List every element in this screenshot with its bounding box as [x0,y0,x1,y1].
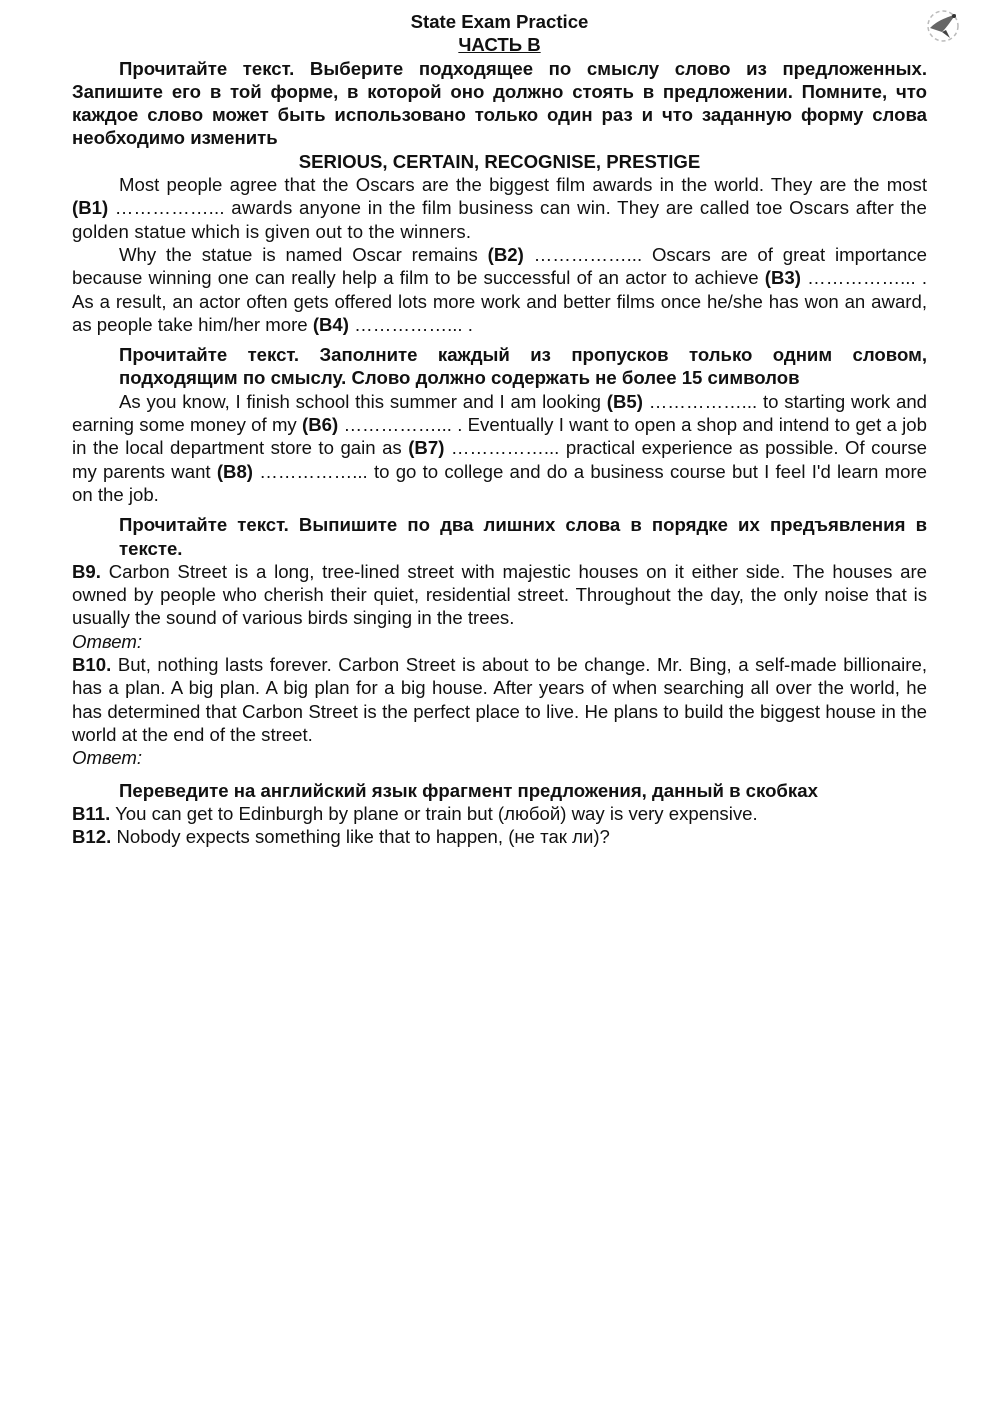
gap-label-b3: (B3) [764,267,801,289]
gap-label-b6: (B6) [302,414,339,436]
text: Nobody expects something like that to happen, (не так ли)? [111,826,610,848]
text: ……………... Oscars are of great importance because winning one can really help a film to be successful of an actor to achieve [72,243,927,289]
gap-label-b8: (B8) [216,460,253,482]
b12-item [72,825,927,848]
task1-paragraph-1 [72,173,927,243]
text: ……………... . [348,313,473,335]
gap-label-b1: (B1) [72,197,109,219]
text: You can get to Edinburgh by plane or train but (любой) way is very expensive. [110,802,758,824]
answer-label: Ответ: [72,630,143,652]
text: ……………... to starting work and earning some money of my [72,390,928,436]
text: Carbon Street is a long, tree-lined street with majestic houses on it either side. The houses are owned by people who cherish their quiet, residential street. Throughout the day, the only noise that is usually the sound of various birds singing in the trees. [72,560,927,629]
task2-paragraph [72,390,927,506]
item-label-b10: B10. [72,654,112,676]
item-label-b9: B9. [72,560,101,582]
b11-item [72,802,927,825]
worksheet [72,10,927,848]
gap-label-b4: (B4) [312,313,349,335]
text: As you know, I finish school this summer and I am looking [119,390,607,412]
word-bank: SERIOUS, CERTAIN, RECOGNISE, PRESTIGE [298,150,701,172]
item-label-b12: B12. [72,826,112,848]
text: Why the statue is named Oscar remains [119,243,488,265]
gap-label-b7: (B7) [408,437,445,459]
text: Most people agree that the Oscars are the biggest film awards in the world. They are the most [119,174,927,196]
part-heading: ЧАСТЬ В [458,34,541,56]
task1-paragraph-2 [72,243,927,336]
text: ……………... practical experience as possible. Of course my parents want [72,437,927,482]
task4-instruction: Переведите на английский язык фрагмент предложения, данный в скобках [119,779,818,801]
gap-label-b2: (B2) [487,243,524,265]
task3-instruction: Прочитайте текст. Выпишите по два лишних слова в порядке их предъявления в тексте. [119,514,927,559]
text: ……………... to go to college and do a business course but I feel I'd learn more on the job. [72,460,927,505]
text: ……………... awards anyone in the film business can win. They are called toe Oscars after the golden statue which is given out to the winners. [72,197,927,242]
gap-label-b5: (B5) [606,390,643,412]
task2-instruction: Прочитайте текст. Заполните каждый из пропусков только одним словом, подходящим по смыслу. Слово должно содержать не более 15 символов [119,344,927,389]
text: But, nothing lasts forever. Carbon Street is about to be change. Mr. Bing, a self-made billionaire, has a plan. A big plan. A big plan for a big house. After years of when searching all over the world, he has determined that Carbon Street is the perfect place to live. He plans to build the biggest house in the world at the end of the street. [72,654,927,745]
text: ……………... . As a result, an actor often gets offered lots more work and better films once he/she has won an award, as people take him/her more [72,267,928,335]
b9-item [72,560,927,630]
task1-instruction: Прочитайте текст. Выберите подходящее по смыслу слово из предложенных. Запишите его в той форме, в которой оно должно стоять в предложении. Помните, что каждое слово может быть использовано только один раз и что заданную форму слова необходимо изменить [72,57,927,149]
answer-label: Ответ: [72,747,143,769]
page-title: State Exam Practice [410,11,589,32]
item-label-b11: B11. [72,802,111,824]
b10-item [72,653,927,746]
text: ……………... . Eventually I want to open a shop and intend to get a job in the local department store to gain as [72,414,927,459]
